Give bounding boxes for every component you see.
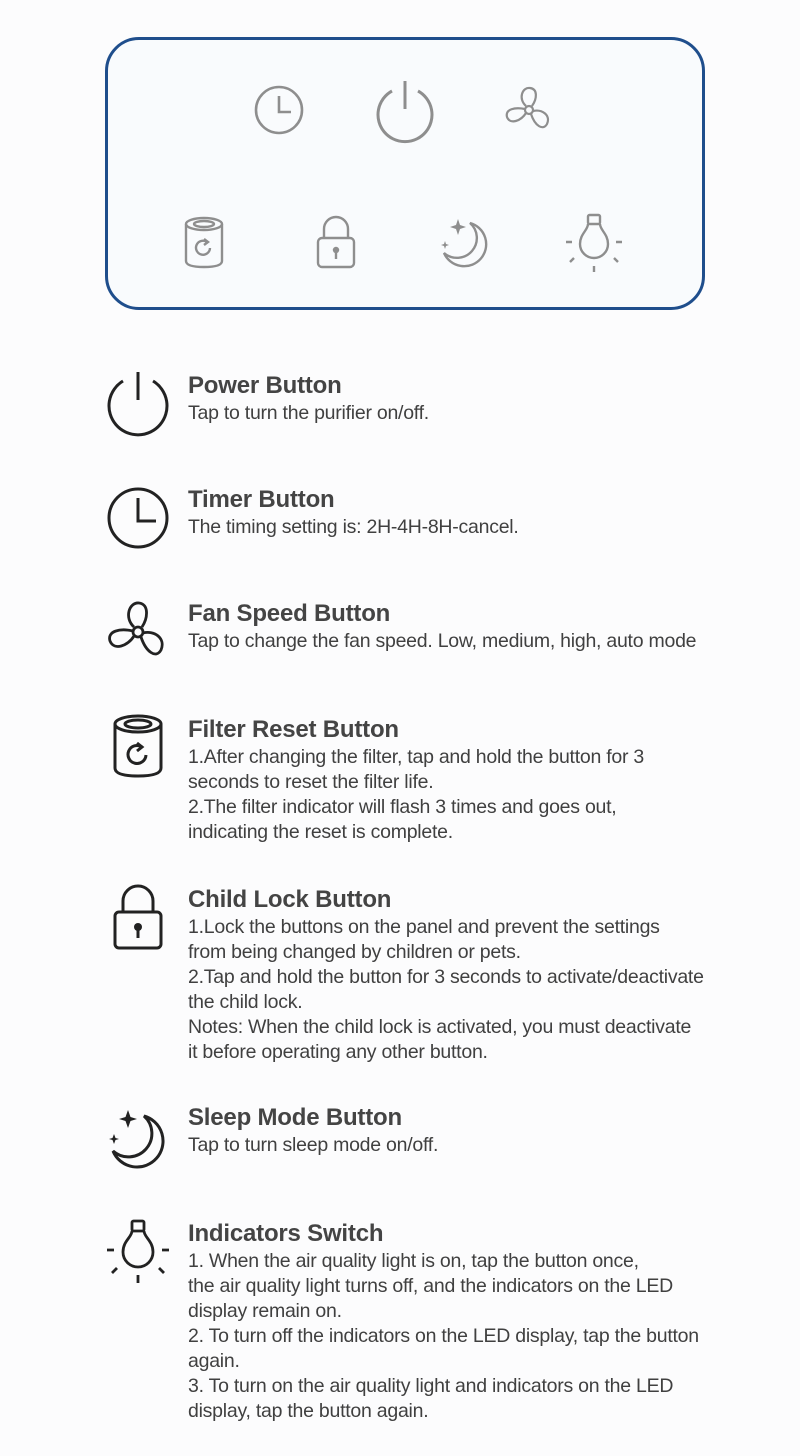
control-panel — [105, 37, 705, 310]
power-icon — [104, 368, 172, 436]
item-description: 2. To turn off the indicators on the LED display, tap the button — [188, 1325, 699, 1347]
item-description: the air quality light turns off, and the indicators on the LED — [188, 1275, 673, 1297]
fan-icon[interactable] — [502, 83, 556, 137]
item-description: 2.The filter indicator will flash 3 times and goes out, — [188, 796, 617, 818]
light-bulb-icon[interactable] — [564, 212, 624, 274]
item-description: seconds to reset the filter life. — [188, 771, 434, 793]
fan-icon — [104, 598, 172, 666]
item-description: Tap to change the fan speed. Low, medium, high, auto mode — [188, 630, 697, 652]
item-title: Sleep Mode Button — [188, 1104, 402, 1131]
item-description: 1. When the air quality light is on, tap the button once, — [188, 1250, 639, 1272]
timer-icon — [104, 484, 172, 552]
list-item — [0, 598, 800, 668]
item-description: the child lock. — [188, 991, 303, 1013]
list-item — [0, 1102, 800, 1172]
power-icon[interactable] — [371, 77, 439, 145]
item-title: Filter Reset Button — [188, 716, 399, 743]
item-description: Tap to turn the purifier on/off. — [188, 402, 429, 424]
item-description: Notes: When the child lock is activated, you must deactivate — [188, 1016, 692, 1038]
lock-icon[interactable] — [313, 214, 359, 270]
list-item — [0, 882, 800, 1072]
item-description: 1.Lock the buttons on the panel and prevent the settings — [188, 916, 660, 938]
item-description: 1.After changing the filter, tap and hold the button for 3 — [188, 746, 644, 768]
item-description: 3. To turn on the air quality light and indicators on the LED — [188, 1375, 674, 1397]
item-description: 2.Tap and hold the button for 3 seconds to activate/deactivate — [188, 966, 704, 988]
item-title: Indicators Switch — [188, 1220, 384, 1247]
list-item — [0, 484, 800, 554]
list-item — [0, 712, 800, 852]
list-item — [0, 1216, 800, 1431]
item-description: it before operating any other button. — [188, 1041, 488, 1063]
item-description: indicating the reset is complete. — [188, 821, 453, 843]
item-description: from being changed by children or pets. — [188, 941, 521, 963]
item-description: Tap to turn sleep mode on/off. — [188, 1134, 439, 1156]
item-description: The timing setting is: 2H-4H-8H-cancel. — [188, 516, 519, 538]
filter-icon — [104, 712, 172, 780]
filter-icon[interactable] — [181, 215, 227, 271]
sleep-moon-icon — [104, 1104, 172, 1172]
item-title: Timer Button — [188, 486, 335, 513]
timer-icon[interactable] — [252, 83, 306, 137]
item-title: Child Lock Button — [188, 886, 392, 913]
item-description: display remain on. — [188, 1300, 342, 1322]
sleep-moon-icon[interactable] — [436, 213, 496, 273]
lock-icon — [104, 882, 172, 950]
item-description: display, tap the button again. — [188, 1400, 429, 1422]
light-bulb-icon — [104, 1218, 172, 1286]
list-item — [0, 368, 800, 448]
item-title: Power Button — [188, 372, 342, 399]
item-title: Fan Speed Button — [188, 600, 391, 627]
item-description: again. — [188, 1350, 240, 1372]
